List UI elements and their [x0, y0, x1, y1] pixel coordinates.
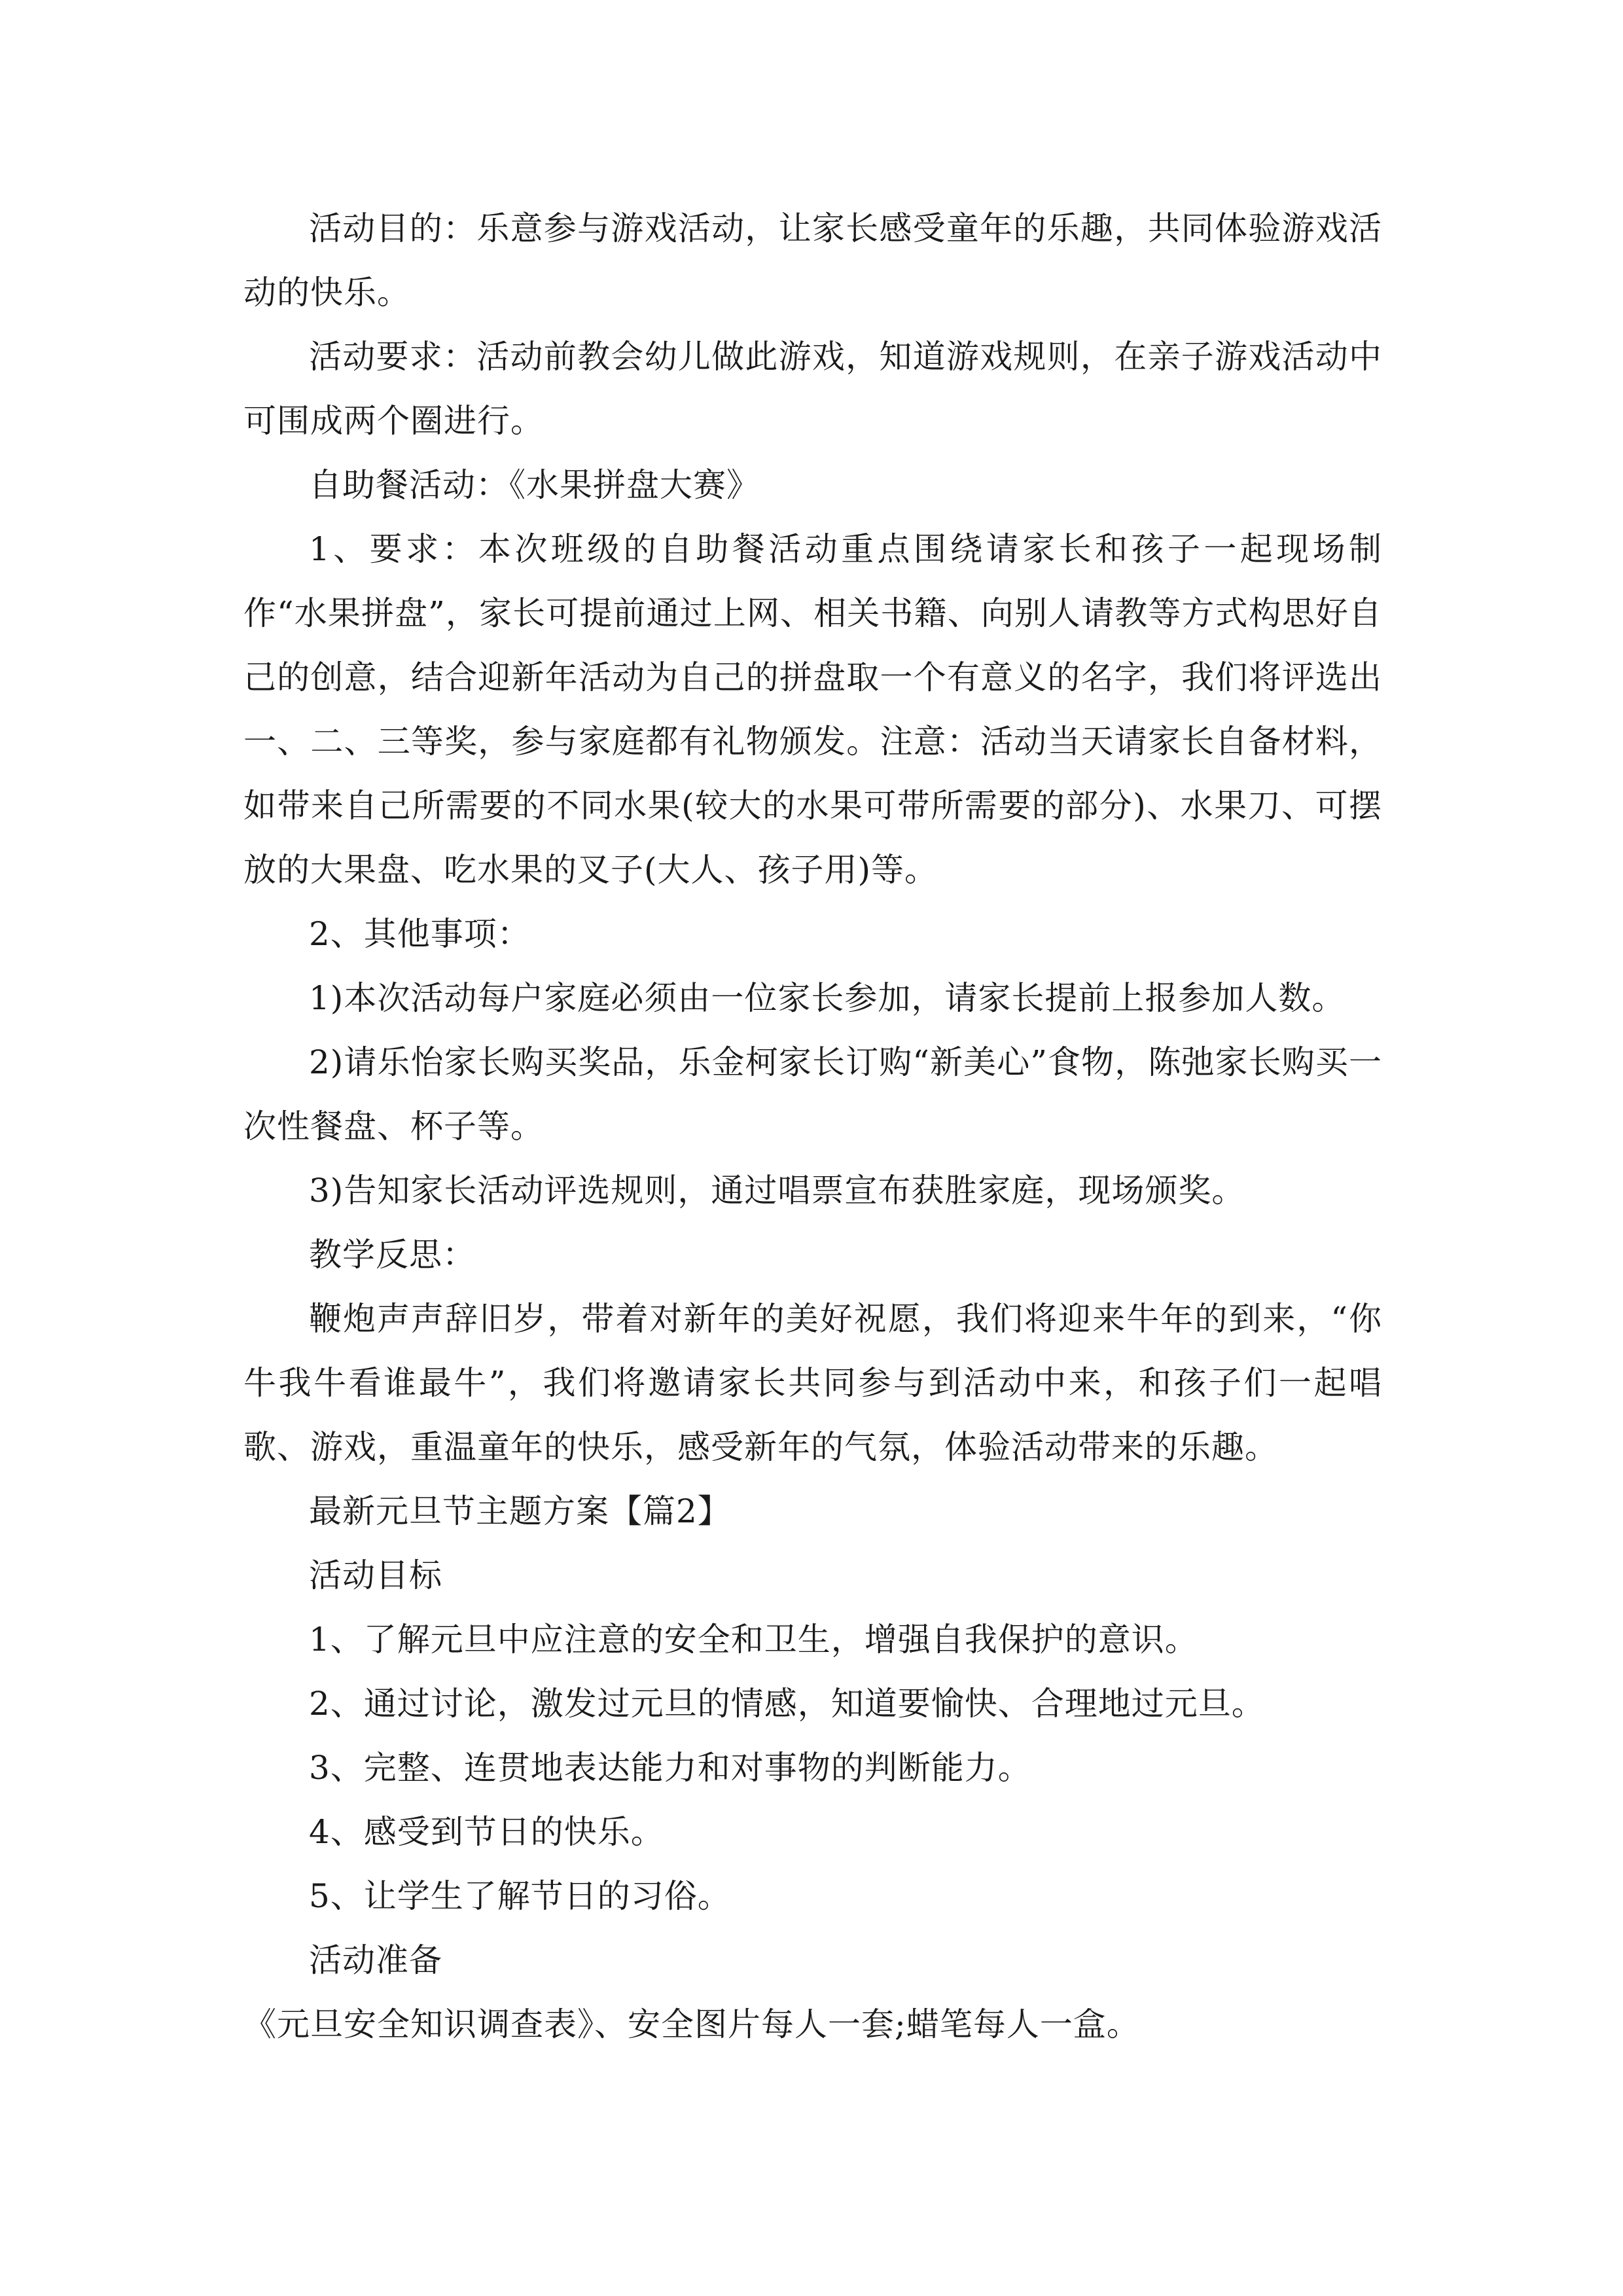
paragraph-activity-requirements: 活动要求：活动前教会幼儿做此游戏，知道游戏规则，在亲子游戏活动中可围成两个圈进行。: [243, 338, 1382, 440]
paragraph-other-matters: 2、其他事项：: [309, 915, 531, 953]
paragraph-activity-purpose: 活动目的：乐意参与游戏活动，让家长感受童年的乐趣，共同体验游戏活动的快乐。: [243, 209, 1382, 312]
paragraph-goal-1: 1、了解元旦中应注意的安全和卫生，增强自我保护的意识。: [309, 1621, 1198, 1659]
paragraph-goal-5: 5、让学生了解节日的习俗。: [309, 1877, 731, 1915]
paragraph-goals-heading: 活动目标: [309, 1556, 442, 1594]
paragraph-goal-4: 4、感受到节日的快乐。: [309, 1813, 664, 1851]
paragraph-other-item-1: 1)本次活动每户家庭必须由一位家长参加，请家长提前上报参加人数。: [309, 979, 1346, 1017]
paragraph-other-item-2: 2)请乐怡家长购买奖品，乐金柯家长订购“新美心”食物，陈弛家长购买一次性餐盘、杯子等。: [243, 1043, 1382, 1145]
paragraph-requirement-1: 1、要求：本次班级的自助餐活动重点围绕请家长和孩子一起现场制作“水果拼盘”，家长可提前通过上网、相关书籍、向别人请教等方式构思好自己的创意，结合迎新年活动为自己的拼盘取一个有意义的名字，我们将评选出一、二、三等奖，参与家庭都有礼物颁发。注意：活动当天请家长自备材料，如带来自己所需要的不同水果(较大的水果可带所需要的部分)、水果刀、可摆放的大果盘、吃水果的叉子(大人、孩子用)等。: [243, 530, 1382, 889]
paragraph-buffet-heading: 自助餐活动：《水果拼盘大赛》: [309, 466, 760, 504]
document-body: [243, 196, 1382, 2056]
paragraph-goal-2: 2、通过讨论，激发过元旦的情感，知道要愉快、合理地过元旦。: [309, 1685, 1265, 1723]
paragraph-preparation-heading: 活动准备: [309, 1941, 442, 1979]
paragraph-reflection-body: 鞭炮声声辞旧岁，带着对新年的美好祝愿，我们将迎来牛年的到来，“你牛我牛看谁最牛”，我们将邀请家长共同参与到活动中来，和孩子们一起唱歌、游戏，重温童年的快乐，感受新年的气氛，体验活动带来的乐趣。: [243, 1300, 1382, 1466]
paragraph-other-item-3: 3)告知家长活动评选规则，通过唱票宣布获胜家庭，现场颁奖。: [309, 1172, 1245, 1210]
paragraph-goal-3: 3、完整、连贯地表达能力和对事物的判断能力。: [309, 1749, 1031, 1787]
paragraph-reflection-heading: 教学反思：: [309, 1236, 476, 1274]
paragraph-preparation-body: 《元旦安全知识调查表》、安全图片每人一套;蜡笔每人一盒。: [243, 2005, 1140, 2043]
section-title-part-2: 最新元旦节主题方案【篇2】: [309, 1492, 731, 1530]
